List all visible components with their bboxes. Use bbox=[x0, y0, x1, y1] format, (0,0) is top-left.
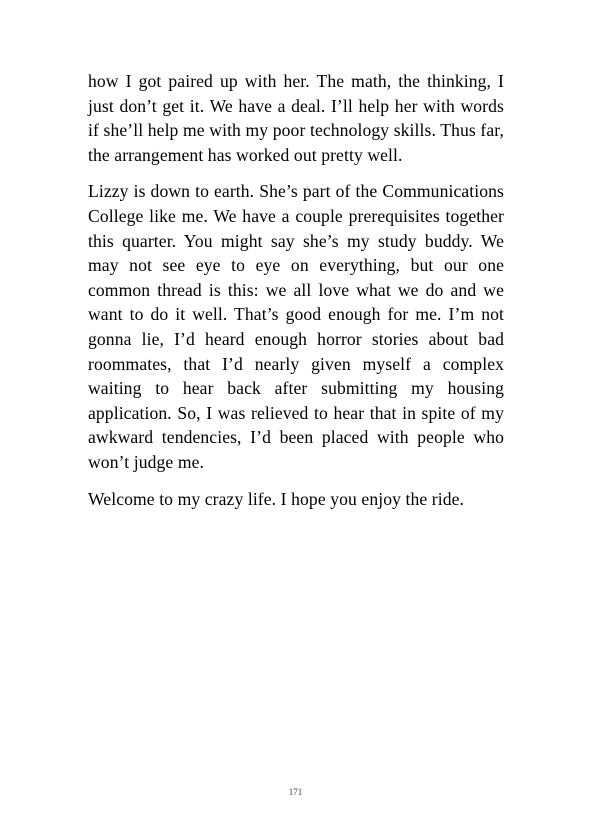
paragraph-3: Welcome to my crazy life. I hope you enjoy the ride. bbox=[88, 488, 465, 509]
paragraph-1: how I got paired up with her. The math, the thinking, I just don’t get it. We have a deal. I’ll help her with words if she’ll help me with my poor technology skills. Thus far, the arrangement has worked out pretty well. bbox=[88, 71, 504, 165]
paragraph-2: Lizzy is down to earth. She’s part of the Communications College like me. We have a couple prerequisites together this quarter. You might say she’s my study buddy. We may not see eye to eye on everything, but our one common thread is this: we all love what we do and we want to do it well. That’s good enough for me. I’m not gonna lie, I’d heard enough horror stories about bad roommates, that I’d nearly given myself a complex waiting to hear back after submitting my housing application. So, I was relieved to hear that in spite of my awkward tendencies, I’d been placed with people who won’t judge me. bbox=[88, 181, 504, 472]
body-text bbox=[88, 69, 504, 523]
page-number: 171 bbox=[288, 787, 303, 797]
